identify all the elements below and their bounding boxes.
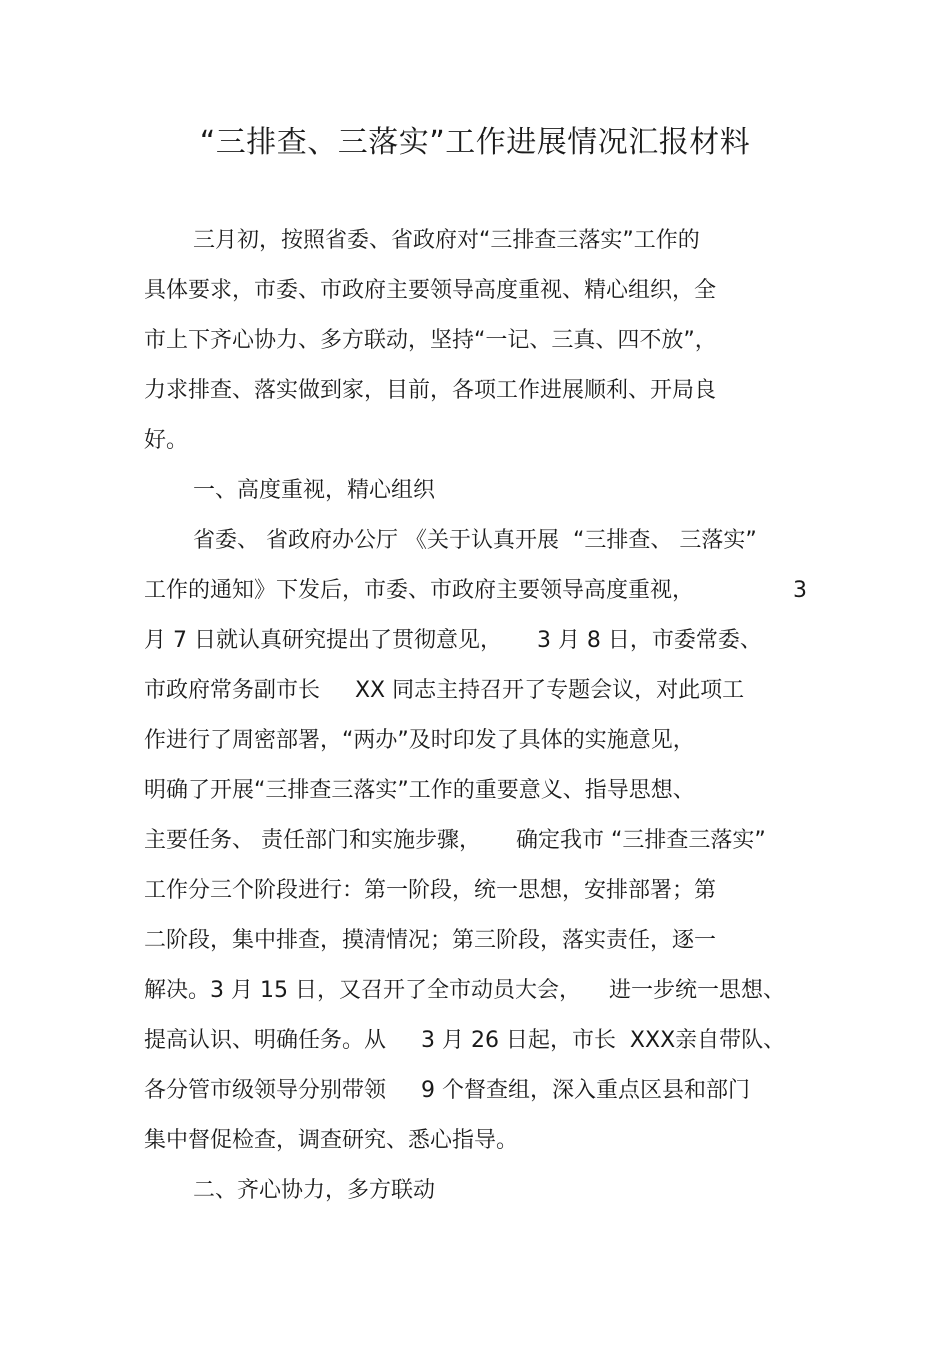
paragraph-line: 好。 <box>144 428 189 453</box>
section-heading-2: 二、齐心协力，多方联动 <box>193 1178 436 1203</box>
paragraph-line: 省委、 省政府办公厅 《关于认真开展 “三排查、 三落实” <box>193 528 757 553</box>
paragraph-line: 工作分三个阶段进行：第一阶段，统一思想，安排部署；第 <box>144 878 717 903</box>
paragraph-line: 作进行了周密部署，“两办”及时印发了具体的实施意见， <box>144 728 695 753</box>
paragraph-line: 市上下齐心协力、多方联动，坚持“一记、三真、四不放”， <box>144 328 717 353</box>
paragraph-line: 二阶段，集中排查，摸清情况；第三阶段，落实责任，逐一 <box>144 928 717 953</box>
paragraph-line: 主要任务、 责任部门和实施步骤， 确定我市 “三排查三落实” <box>144 828 766 853</box>
paragraph-line: 提高认识、明确任务。从 3 月 26 日起，市长 XXX亲自带队、 <box>144 1028 786 1053</box>
paragraph-line: 力求排查、落实做到家，目前，各项工作进展顺利、开局良 <box>144 378 717 403</box>
paragraph-line: 集中督促检查，调查研究、悉心指导。 <box>144 1128 519 1153</box>
paragraph-line: 市政府常务副市长 XX 同志主持召开了专题会议，对此项工 <box>144 678 745 703</box>
paragraph-line-tail: 3 <box>793 578 807 603</box>
paragraph-line: 各分管市级领导分别带领 9 个督查组，深入重点区县和部门 <box>144 1078 750 1103</box>
paragraph-line: 工作的通知》下发后，市委、市政府主要领导高度重视， <box>144 578 695 603</box>
paragraph-line: 三月初，按照省委、省政府对“三排查三落实”工作的 <box>193 228 700 253</box>
paragraph-line: 明确了开展“三排查三落实”工作的重要意义、指导思想、 <box>144 778 695 803</box>
document-title: “三排查、三落实”工作进展情况汇报材料 <box>199 125 751 160</box>
paragraph-line: 月 7 日就认真研究提出了贯彻意见， 3 月 8 日，市委常委、 <box>144 628 762 653</box>
section-heading-1: 一、高度重视，精心组织 <box>193 478 436 503</box>
paragraph-line: 具体要求，市委、市政府主要领导高度重视、精心组织，全 <box>144 278 717 303</box>
paragraph-line: 解决。3 月 15 日，又召开了全市动员大会， 进一步统一思想、 <box>144 978 785 1003</box>
